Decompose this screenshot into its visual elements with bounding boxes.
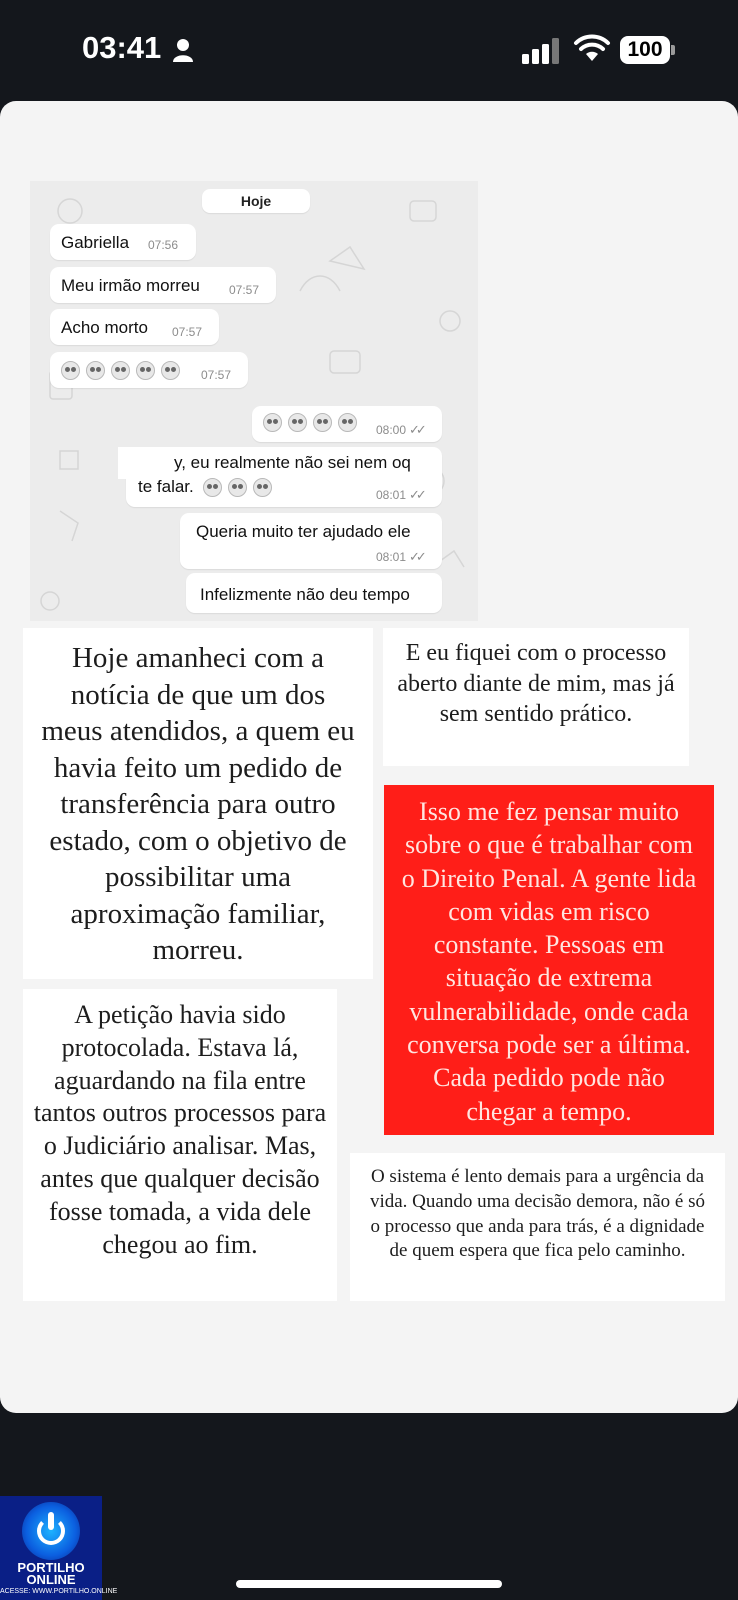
check-ticks-icon: ✓✓ bbox=[409, 422, 423, 437]
message-time: 07:56 bbox=[148, 238, 179, 252]
received-message bbox=[50, 267, 276, 303]
pleading-face-emoji bbox=[263, 413, 282, 432]
text-box-system-text: O sistema é lento demais para a urgência da vida. Quando uma decisão demora, não é só o processo que anda para trás, é a dignidade de quem espera que fica pelo caminho. bbox=[369, 1166, 706, 1262]
pleading-face-emoji bbox=[288, 413, 307, 432]
status-bar bbox=[0, 0, 738, 100]
message-time: 07:57 bbox=[201, 368, 232, 382]
text-box-petition-text: A petição havia sido protocolada. Estava lá, aguardando na fila entre tantos outros processos para o Judiciário analisar. Mas, antes que qualquer decisão fosse tomada, a vida dele chegou ao fim. bbox=[33, 1000, 327, 1259]
date-chip: Hoje bbox=[202, 189, 310, 213]
text-box-intro-text: Hoje amanheci com a notícia de que um dos meus atendidos, a quem eu havia feito um pedido de transferência para outro estado, com o objetivo de possibilitar uma aproximação familiar, morreu. bbox=[41, 642, 355, 966]
pleading-face-emoji bbox=[61, 361, 80, 380]
status-time: 03:41 bbox=[82, 30, 162, 65]
received-message bbox=[50, 309, 219, 345]
text-box-highlight-text: Isso me fez pensar muito sobre o que é trabalhar com o Direito Penal. A gente lida com vidas em risco constante. Pessoas em situação de extrema vulnerabilidade, onde cada conversa pode ser a última. Cada pedido pode não chegar a tempo. bbox=[401, 797, 697, 1126]
message-text: Infelizmente não deu tempo bbox=[200, 585, 410, 604]
text-box-process bbox=[383, 628, 689, 766]
message-time: 08:00 ✓✓ bbox=[376, 422, 423, 437]
battery-level: 100 bbox=[620, 36, 670, 64]
message-emojis bbox=[61, 360, 186, 380]
logo-tagline: ACESSE: WWW.PORTILHO.ONLINE bbox=[0, 1588, 118, 1595]
text-box-process-text: E eu fiquei com o processo aberto diante de mim, mas já sem sentido prático. bbox=[397, 640, 675, 727]
check-ticks-icon: ✓✓ bbox=[409, 487, 423, 502]
logo-name: PORTILHO ONLINE bbox=[17, 1560, 85, 1587]
message-text: Meu irmão morreu bbox=[61, 276, 200, 295]
home-indicator[interactable] bbox=[236, 1580, 502, 1588]
text-box-highlight bbox=[384, 785, 714, 1135]
message-emojis bbox=[263, 412, 363, 432]
message-text-line2: te falar. bbox=[138, 477, 278, 497]
wifi-icon bbox=[575, 34, 609, 62]
message-time: 08:01 ✓✓ bbox=[376, 549, 423, 564]
signal-icon bbox=[522, 38, 560, 64]
pleading-face-emoji bbox=[111, 361, 130, 380]
battery-tip bbox=[671, 45, 675, 55]
sent-message bbox=[126, 447, 442, 507]
message-text: Gabriella bbox=[61, 233, 130, 252]
person-icon bbox=[172, 38, 194, 62]
battery-indicator bbox=[620, 36, 676, 64]
message-time: 07:57 bbox=[172, 325, 203, 339]
pleading-face-emoji bbox=[161, 361, 180, 380]
received-message bbox=[50, 352, 248, 388]
message-time: 07:57 bbox=[229, 283, 260, 297]
text-box-intro bbox=[23, 628, 373, 979]
text-box-petition bbox=[23, 989, 337, 1301]
story-card bbox=[0, 101, 738, 1413]
redacted-name bbox=[118, 447, 180, 479]
message-time: 08:01 ✓✓ bbox=[376, 487, 423, 502]
message-text-line1: y, eu realmente não sei nem oq bbox=[174, 453, 411, 472]
text-box-system bbox=[350, 1153, 725, 1301]
sent-message bbox=[180, 513, 442, 569]
portilho-online-logo bbox=[0, 1496, 118, 1600]
pleading-face-emoji bbox=[203, 478, 222, 497]
pleading-face-emoji bbox=[136, 361, 155, 380]
sent-message bbox=[252, 406, 442, 442]
power-icon-bar bbox=[48, 1512, 54, 1530]
chat-screenshot bbox=[30, 181, 478, 621]
pleading-face-emoji bbox=[338, 413, 357, 432]
pleading-face-emoji bbox=[253, 478, 272, 497]
message-text: Queria muito ter ajudado ele bbox=[196, 522, 411, 541]
received-message bbox=[50, 224, 196, 260]
pleading-face-emoji bbox=[86, 361, 105, 380]
message-text: Acho morto bbox=[61, 318, 148, 337]
check-ticks-icon: ✓✓ bbox=[409, 549, 423, 564]
logo-ring bbox=[22, 1502, 80, 1560]
sent-message bbox=[186, 573, 442, 613]
pleading-face-emoji bbox=[228, 478, 247, 497]
pleading-face-emoji bbox=[313, 413, 332, 432]
